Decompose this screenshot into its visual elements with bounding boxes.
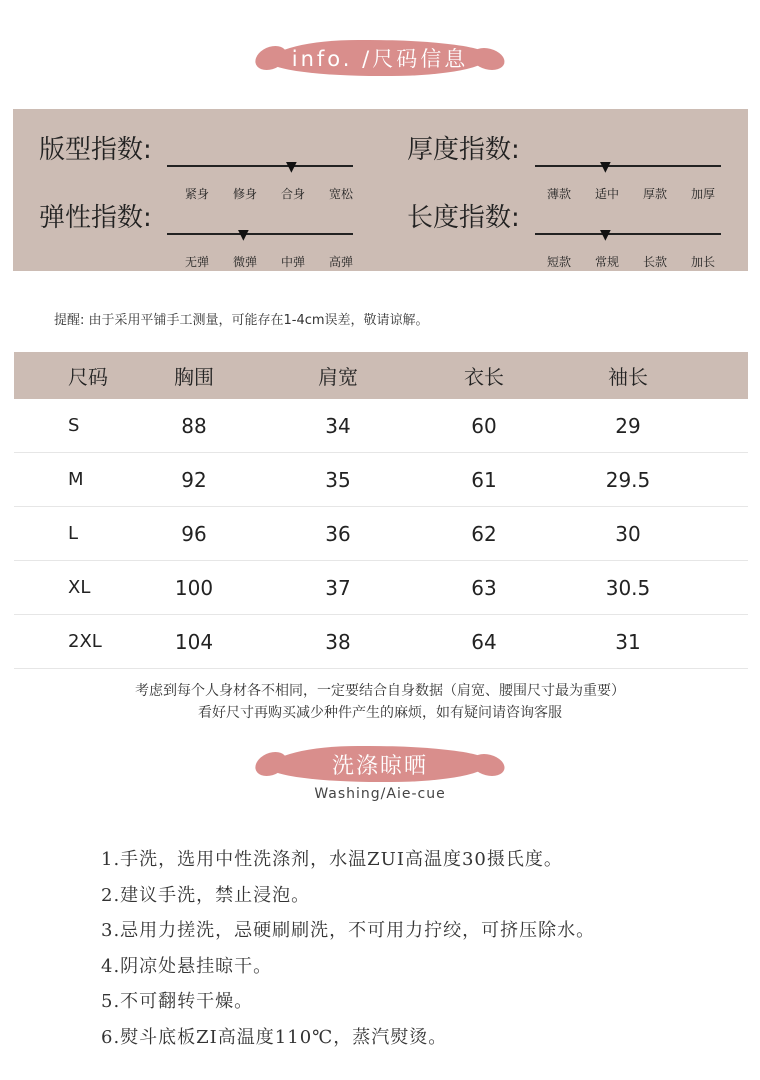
table-header [14, 352, 748, 399]
option-label: 无弹 [184, 255, 209, 269]
care-item: 1.手洗，选用中性洗涤剂，水温ZUI高温度30摄氏度。 [101, 849, 563, 870]
table-cell: 2XL [68, 631, 102, 652]
care-item: 3.忌用力搓洗，忌硬刷刷洗，不可用力拧绞，可挤压除水。 [101, 920, 596, 941]
care-item: 5.不可翻转干燥。 [101, 991, 254, 1012]
option-label: 厚款 [642, 187, 667, 201]
thickness-index-line [535, 165, 721, 167]
table-row [14, 561, 748, 615]
option-label: 中弹 [280, 255, 305, 269]
table-cell: 34 [325, 413, 351, 438]
section-banner-info [270, 40, 490, 76]
fit-index-label: 版型指数: [39, 135, 152, 165]
table-cell: 37 [325, 575, 351, 600]
thickness-index-marker: ▼ [600, 159, 611, 175]
option-label: 紧身 [184, 187, 209, 201]
table-cell: 96 [181, 521, 207, 546]
thickness-index-options [535, 185, 727, 202]
table-row [14, 507, 748, 561]
table-row [14, 453, 748, 507]
table-cell: M [68, 469, 84, 490]
option-label: 修身 [232, 187, 257, 201]
note-line: 考虑到每个人身材各不相同，一定要结合自身数据（肩宽、腰围尺寸最为重要） [135, 683, 625, 699]
column-header: 肩宽 [318, 365, 358, 389]
column-header: 袖长 [608, 365, 648, 389]
table-cell: 61 [471, 467, 497, 492]
column-header: 尺码 [68, 365, 108, 389]
washing-subtitle: Washing/Aie-cue [314, 786, 446, 802]
option-label: 加厚 [690, 187, 715, 201]
option-label: 长款 [642, 255, 667, 269]
care-item: 2.建议手洗，禁止浸泡。 [101, 884, 311, 906]
length-index-line [535, 233, 721, 235]
elasticity-index-label: 弹性指数: [39, 203, 152, 233]
elasticity-index-marker: ▼ [238, 227, 249, 243]
fit-index-options [173, 185, 365, 202]
option-label: 常规 [594, 255, 619, 269]
option-label: 短款 [546, 255, 571, 269]
table-cell: 60 [471, 413, 497, 438]
section-title: info. /尺码信息 [291, 47, 469, 71]
elasticity-index-line [167, 233, 353, 235]
column-header: 衣长 [464, 365, 504, 389]
table-row [14, 399, 748, 453]
washing-title: 洗涤晾晒 [331, 753, 428, 779]
elasticity-index-options [173, 253, 365, 270]
table-cell: 64 [471, 629, 497, 654]
index-panel [13, 109, 748, 271]
option-label: 加长 [690, 255, 715, 269]
option-label: 宽松 [328, 187, 353, 201]
size-notes [0, 680, 760, 724]
table-cell: 38 [325, 629, 351, 654]
table-cell: 88 [181, 413, 207, 438]
table-cell: 62 [471, 521, 497, 546]
fit-index-marker: ▼ [286, 159, 297, 175]
column-header: 胸围 [174, 365, 214, 389]
thickness-index-label: 厚度指数: [407, 135, 520, 165]
fit-index-line [167, 165, 353, 167]
length-index-label: 长度指数: [407, 203, 520, 233]
note-line: 看好尺寸再购买减少种件产生的麻烦，如有疑问请咨询客服 [198, 705, 562, 721]
length-index-marker: ▼ [600, 227, 611, 243]
length-index-options [535, 253, 727, 270]
table-cell: 30.5 [605, 575, 651, 600]
table-cell: 92 [181, 467, 207, 492]
table-cell: XL [68, 577, 91, 598]
table-cell: S [68, 415, 80, 436]
table-cell: 29.5 [605, 467, 651, 492]
table-cell: 100 [174, 575, 214, 600]
table-cell: L [68, 523, 79, 544]
care-item: 6.熨斗底板ZI高温度110℃，蒸汽熨烫。 [101, 1026, 448, 1048]
size-table [14, 352, 748, 669]
measurement-reminder: 提醒: 由于采用平铺手工测量，可能存在1-4cm误差，敬请谅解。 [54, 313, 429, 328]
option-label: 适中 [594, 187, 619, 201]
table-cell: 35 [325, 467, 351, 492]
option-label: 高弹 [328, 255, 353, 269]
table-row [14, 615, 748, 669]
table-cell: 36 [325, 521, 351, 546]
option-label: 微弹 [232, 255, 257, 269]
option-label: 薄款 [546, 187, 571, 201]
table-cell: 63 [471, 575, 497, 600]
table-cell: 30 [615, 521, 641, 546]
care-instructions [101, 848, 595, 1061]
care-item: 4.阴凉处悬挂晾干。 [101, 955, 273, 977]
table-cell: 29 [615, 413, 641, 438]
table-cell: 31 [615, 629, 641, 654]
section-banner-washing [270, 746, 490, 782]
option-label: 合身 [280, 187, 305, 201]
table-cell: 104 [174, 629, 214, 654]
